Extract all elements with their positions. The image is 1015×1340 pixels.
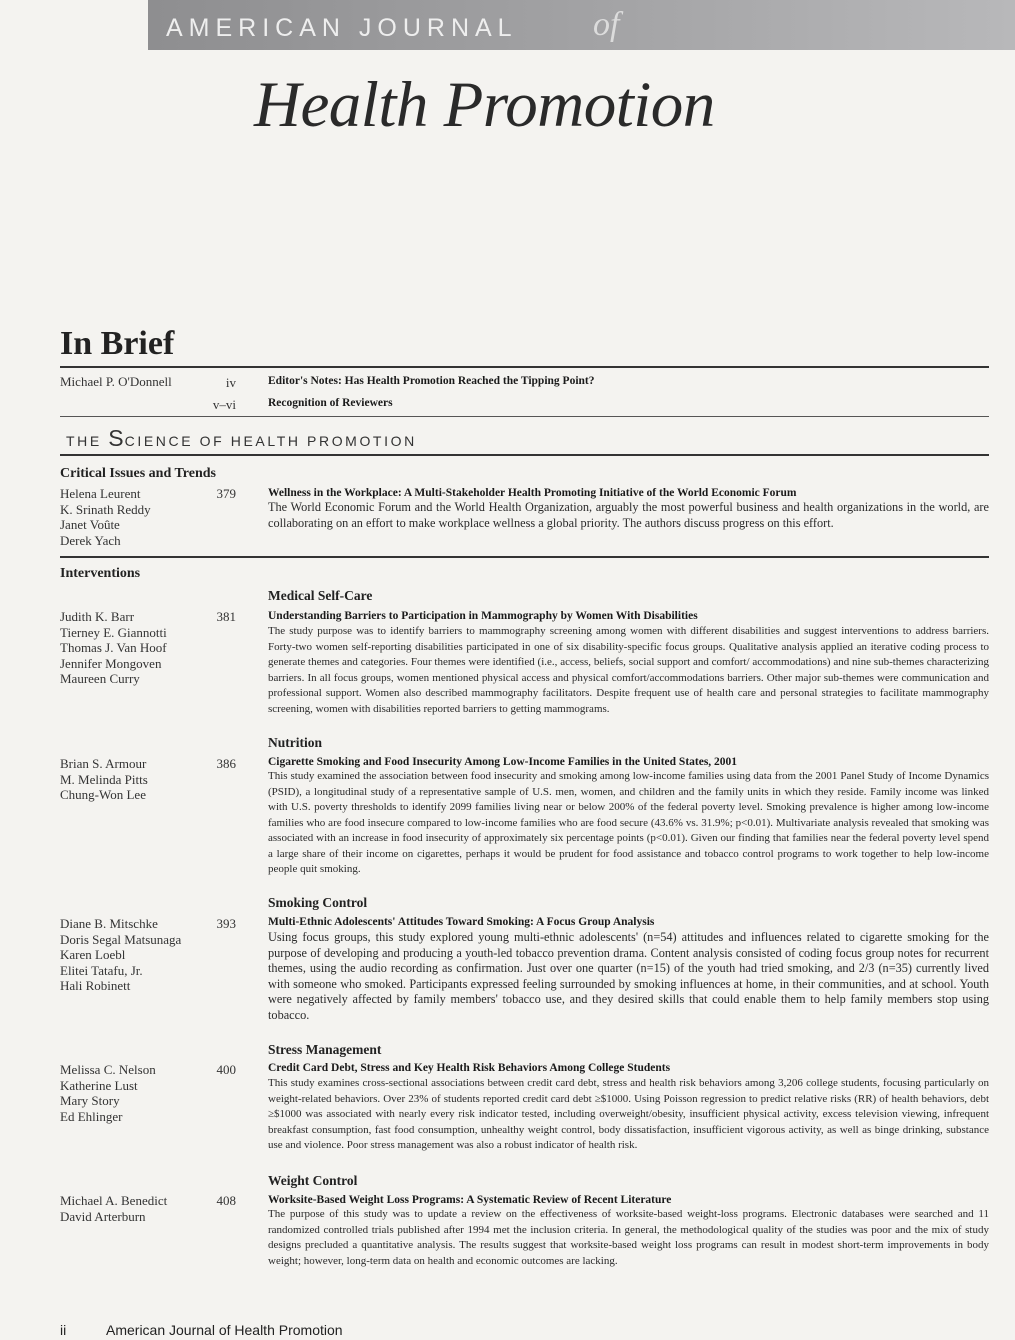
subheading-weight-control: Weight Control — [268, 1173, 358, 1188]
article-authors: Michael A. Benedict David Arterburn — [60, 1193, 168, 1224]
footer-page-number: ii — [60, 1322, 67, 1338]
article-abstract: This study examines cross-sectional associations between credit card debt, stress and health risk behaviors among 3,206 college students, focusing particularly on weight-related behaviors. Over 23% of students reported credit card debt ≥$1000. Using Poisson regression to predict relative risks (RR) of health behaviors, debt ≥$1000 was associated with nearly every risk indicator tested, including overweight/obesity, insufficient physical activity, excess television viewing, infrequent breakfast consumption, fast food consumption, unhealthy weight control, body dissatisfaction, insufficient vigorous activity, as well as binge drinking, substance use and violence. Poor stress management was also a robust indicator of health risk. — [268, 1077, 989, 1151]
subheading-stress-management: Stress Management — [268, 1042, 382, 1057]
article-abstract: Using focus groups, this study explored young multi-ethnic adolescents' (n=54) attitudes and influences related to cigarette smoking for the purpose of developing and producing a youth-led tobacco prevention drama. Content analysis consisted of coding focus group notes for recurrent themes, using the audio recording as confirmation. Just over one quarter (n=15) of the youth had tried smoking, and 2/3 (n=35) currently lived with someone who smoked. Participants expressed feeling surrounded by smoking influences at home, in their communities, and at school. Youth were negatively affected by family members' tobacco use, and they desired skills that could enable them to help family members stop using tobacco. — [268, 930, 989, 1022]
article-title: Cigarette Smoking and Food Insecurity Among Low-Income Families in the United States, 2001 — [268, 756, 738, 768]
article-page: 381 — [216, 609, 236, 624]
article-authors: Brian S. Armour M. Melinda Pitts Chung-Won Lee — [60, 756, 148, 802]
article-authors: Melissa C. Nelson Katherine Lust Mary Story Ed Ehlinger — [60, 1062, 156, 1124]
article-title: Multi-Ethnic Adolescents' Attitudes Toward Smoking: A Focus Group Analysis — [268, 916, 655, 928]
article-abstract: The purpose of this study was to update a review on the effectiveness of worksite-based weight-loss programs. Electronic databases were searched and 11 randomized controlled trials published after 1994 met the inclusion criteria. In general, the methodological quality of the studies was poor and the mix of study designs precluded a quantitative analysis. The results suggest that worksite-based weight loss programs can result in modest short-term improvements in body weight; however, long-term data on health and economic outcomes are lacking. — [268, 1208, 989, 1267]
journal-of: of — [593, 6, 620, 43]
footer-journal: American Journal of Health Promotion — [106, 1322, 343, 1338]
article-title: Understanding Barriers to Participation in Mammography by Women With Disabilities — [268, 610, 698, 622]
reviewers-title: Recognition of Reviewers — [268, 397, 393, 409]
article-page: 393 — [216, 916, 236, 931]
subheading-medical-self-care: Medical Self-Care — [268, 588, 373, 603]
critical-title: Wellness in the Workplace: A Multi-Stakeholder Health Promoting Initiative of the World Economic Forum — [268, 487, 797, 499]
divider — [60, 556, 989, 558]
article-title: Credit Card Debt, Stress and Key Health Risk Behaviors Among College Students — [268, 1062, 671, 1074]
article-page: 386 — [216, 756, 236, 771]
subheading-smoking-control: Smoking Control — [268, 895, 368, 910]
editor-title: Editor's Notes: Has Health Promotion Reached the Tipping Point? — [268, 375, 595, 387]
critical-page: 379 — [216, 486, 236, 501]
subheading-nutrition: Nutrition — [268, 735, 322, 750]
section-interventions: Interventions — [60, 566, 141, 581]
journal-banner — [148, 0, 1015, 50]
magazine-title: Health Promotion — [254, 69, 715, 141]
divider — [60, 454, 989, 456]
divider — [60, 416, 989, 417]
article-authors: Judith K. Barr Tierney E. Giannotti Thomas J. Van Hoof Jennifer Mongoven Maureen Curry — [60, 609, 167, 686]
editor-author: Michael P. O'Donnell — [60, 374, 172, 389]
journal-name: AMERICAN JOURNAL — [166, 14, 518, 42]
article-page: 400 — [216, 1062, 236, 1077]
science-banner: THE SCIENCE OF HEALTH PROMOTION — [66, 425, 417, 451]
in-brief-heading: In Brief — [60, 325, 175, 362]
article-abstract: This study examined the association between food insecurity and smoking among low-income families using data from the 2001 Panel Study of Income Dynamics (PSID), a longitudinal study of a representative sample of U.S. men, women, and children and the family units in which they reside. Family income was linked with U.S. poverty thresholds to identify 2099 families living near or below 200% of the federal poverty level. Smoking prevalence is higher among low-income families who are food insecure compared to low-income families who are food secure (43.6% vs. 31.9%; p<0.01). Multivariate analysis revealed that smoking was associated with an increase in food insecurity of approximately six percentage points (p<0.01). Given our finding that families near the federal poverty level spend a large share of their income on cigarettes, perhaps it would be prudent for food assistance and tobacco control programs to work together to help low-income people quit smoking. — [268, 770, 989, 875]
article-authors: Diane B. Mitschke Doris Segal Matsunaga Karen Loebl Elitei Tatafu, Jr. Hali Robinett — [60, 916, 182, 993]
article-title: Worksite-Based Weight Loss Programs: A Systematic Review of Recent Literature — [268, 1194, 672, 1206]
critical-abstract: The World Economic Forum and the World Health Organization, arguably the most powerful business and health organizations in the world, are collaborating on an effort to make workplace wellness a global priority. The authors discuss progress on this effort. — [268, 500, 989, 530]
article-abstract: The study purpose was to identify barriers to mammography screening among women with different disabilities and suggest interventions to address barriers. Forty-two women self-reporting disabilities participated in one of six disability-specific focus groups. Qualitative analysis applied an iterative coding process to generate themes and categories. Four themes were identified (i.e., access, beliefs, social support and comfort/ accommodations) and nine sub-themes characterizing barriers. In all focus groups, women mentioned physical access and physical comfort/accommodations barriers. Other major sub-themes were communication and professional support. Women also described mammography facilitators. Despite frequent use of health care and personal strategies to facilitate mammography screening, women with disabilities reported barriers to getting mammograms. — [268, 625, 989, 715]
section-critical-issues: Critical Issues and Trends — [60, 466, 216, 481]
page-footer — [60, 1322, 343, 1338]
critical-authors: Helena Leurent K. Srinath Reddy Janet Voûte Derek Yach — [60, 486, 151, 548]
article-page: 408 — [216, 1193, 236, 1208]
reviewers-page: v–vi — [212, 397, 236, 412]
editor-page: iv — [225, 375, 236, 390]
divider — [60, 366, 989, 368]
